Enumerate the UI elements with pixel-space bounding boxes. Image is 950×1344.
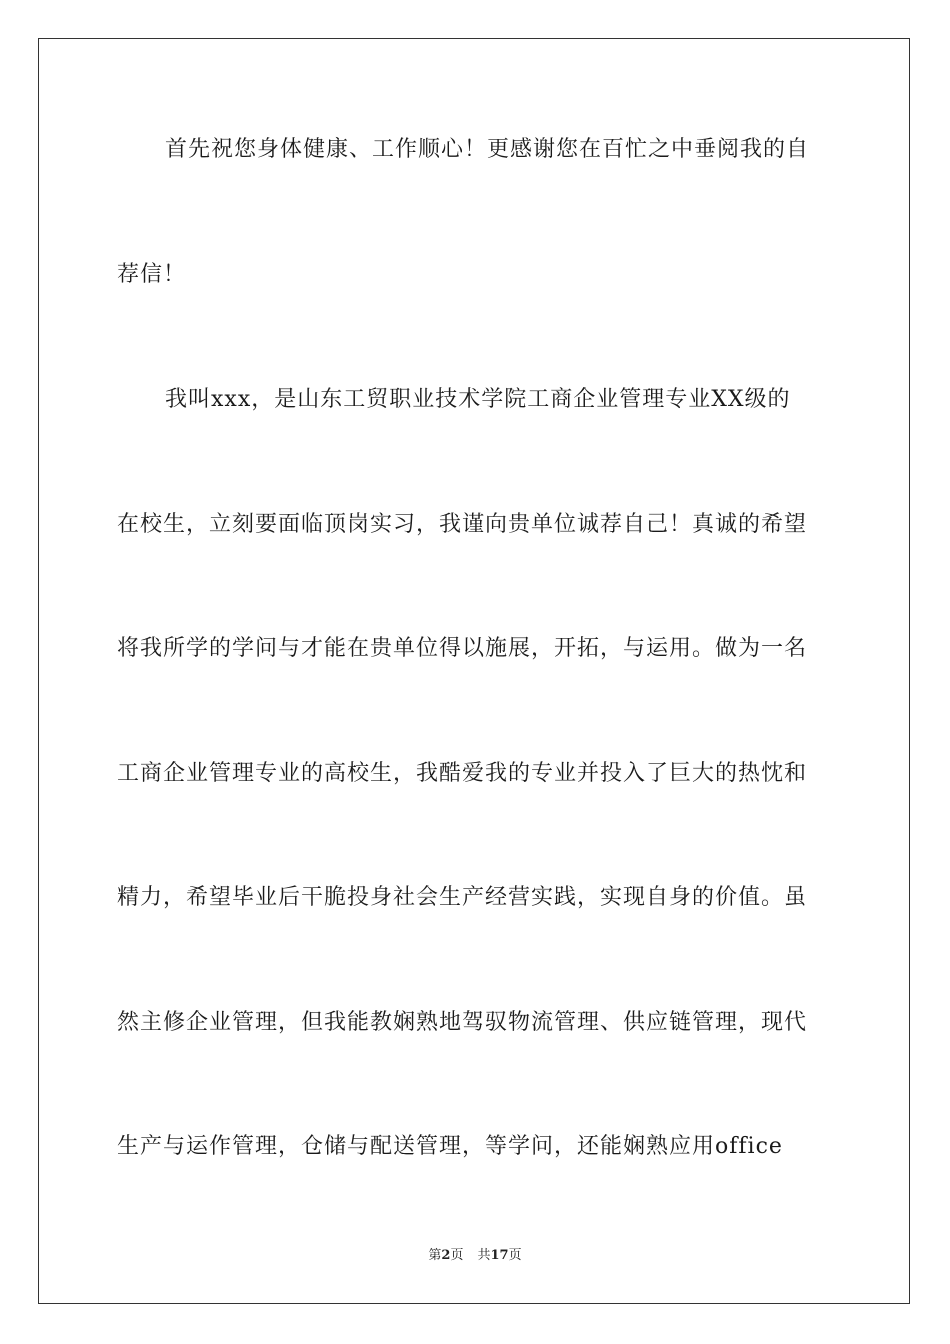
footer-total-pages: 17 <box>490 1248 509 1263</box>
paragraph-line: 生产与运作管理，仓储与配送管理，等学问，还能娴熟应用office <box>117 1134 783 1159</box>
paragraph-line: 工商企业管理专业的高校生，我酷爱我的专业并投入了巨大的热忱和 <box>117 761 808 786</box>
paragraph-line: 将我所学的学问与才能在贵单位得以施展，开拓，与运用。做为一名 <box>117 636 808 661</box>
footer-page-number: 2 <box>441 1248 451 1263</box>
footer-total-prefix: 共 <box>477 1248 491 1263</box>
paragraph-line: 精力，希望毕业后干脆投身社会生产经营实践，实现自身的价值。虽 <box>117 885 808 910</box>
paragraph-line: 我叫xxx，是山东工贸职业技术学院工商企业管理专业XX级的 <box>165 387 791 412</box>
paragraph-line: 在校生，立刻要面临顶岗实习，我谨向贵单位诚荐自己！真诚的希望 <box>117 512 808 537</box>
footer-page-suffix: 页 <box>450 1248 464 1263</box>
paragraph-line: 首先祝您身体健康、工作顺心！更感谢您在百忙之中垂阅我的自 <box>165 137 810 162</box>
page-border <box>38 38 910 1304</box>
footer-page-prefix: 第 <box>428 1248 442 1263</box>
page-footer <box>0 1248 950 1264</box>
paragraph-line: 然主修企业管理，但我能教娴熟地驾驭物流管理、供应链管理，现代 <box>117 1010 808 1035</box>
paragraph-line: 荐信！ <box>117 262 187 287</box>
footer-total-suffix: 页 <box>508 1248 522 1263</box>
